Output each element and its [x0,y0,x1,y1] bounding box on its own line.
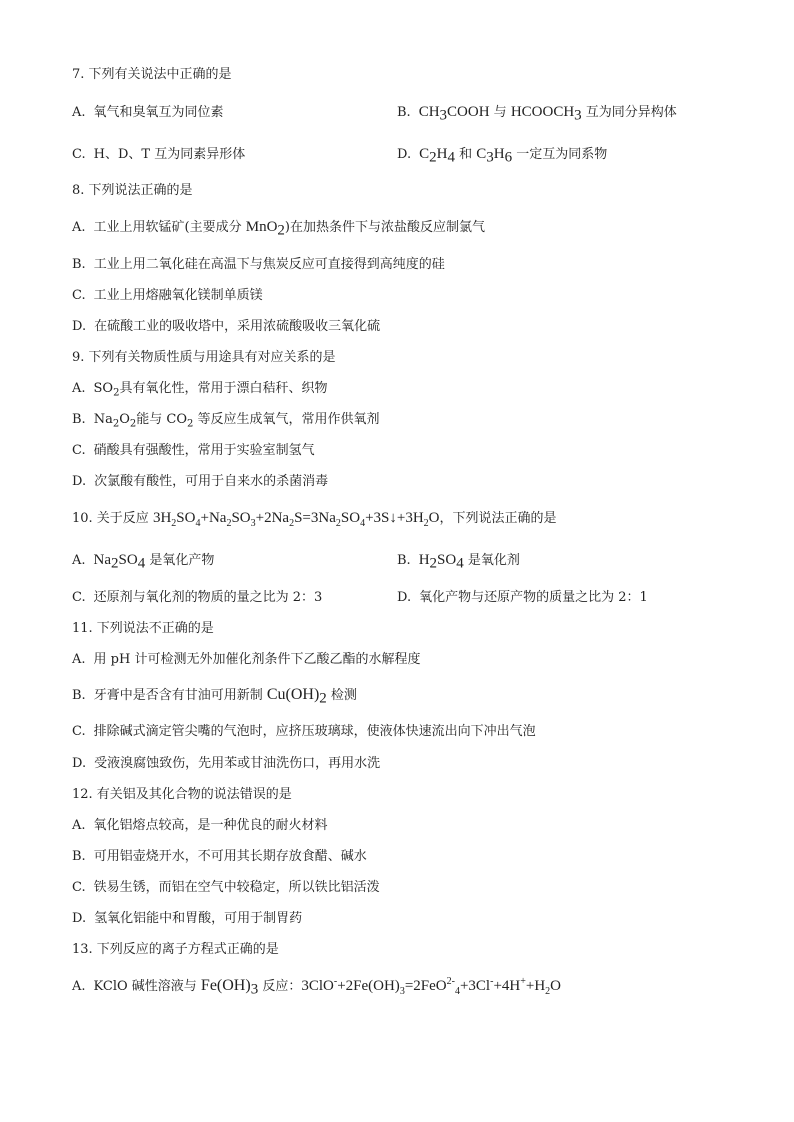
q11-option-a: A. 用 pH 计可检测无外加催化剂条件下乙酸乙酯的水解程度 [72,652,421,667]
q10-stem: 10. 关于反应 $3H_2SO_4+Na_2SO_3+2Na_2S=3Na_2SO_4+3S↓+3H_2O$，下列说法正确的是 [72,510,557,529]
q13-option-a: A. KClO 碱性溶液与 $Fe(OH)_3$ 反应：$3ClO^-+2Fe(OH)_3=2FeO^{2-}_4+3Cl^-+4H^++H_2O$ [72,976,562,998]
q8-option-d: D. 在硫酸工业的吸收塔中，采用浓硫酸吸收三氧化硫 [72,319,381,334]
q12-option-d: D. 氢氧化铝能中和胃酸，可用于制胃药 [72,911,303,926]
q10-equation: $3H_2SO_4+Na_2SO_3+2Na_2S=3Na_2SO_4+3S↓+3H_2O$ [152,510,440,529]
q7-option-a: A. 氧气和臭氧互为同位素 [72,105,224,120]
q13-equation: $3ClO^-+2Fe(OH)_3=2FeO^{2-}_4+3Cl^-+4H^++H_2O$ [301,976,562,997]
q7-stem: 7. 下列有关说法中正确的是 [72,67,232,82]
q11-option-d: D. 受液溴腐蚀致伤，先用苯或甘油洗伤口，再用水洗 [72,756,381,771]
q7-option-c: C. H、D、T 互为同素异形体 [72,147,246,162]
q10-option-a: A. $Na_2SO_4$ 是氧化产物 [72,552,215,572]
q7-option-d: D. $C_2H_4$ 和 $C_3H_6$ 一定互为同系物 [397,146,608,166]
q12-option-b: B. 可用铝壶烧开水，不可用其长期存放食醋、碱水 [72,849,367,864]
q12-option-c: C. 铁易生锈，而铝在空气中较稳定，所以铁比铝活泼 [72,880,380,895]
q9-option-d: D. 次氯酸有酸性，可用于自来水的杀菌消毒 [72,474,329,489]
q8-stem: 8. 下列说法正确的是 [72,183,193,198]
q8-option-c: C. 工业上用熔融氧化镁制单质镁 [72,288,263,303]
q10-option-d: D. 氧化产物与还原产物的质量之比为 2：1 [397,590,648,605]
q11-stem: 11. 下列说法不正确的是 [72,621,214,636]
q10-option-c: C. 还原剂与氧化剂的物质的量之比为 2：3 [72,590,323,605]
q9-option-b: B. $Na_2O_2$能与 $CO_2$ 等反应生成氧气，常用作供氧剂 [72,412,380,430]
q8-option-b: B. 工业上用二氧化硅在高温下与焦炭反应可直接得到高纯度的硅 [72,257,445,272]
q9-option-c: C. 硝酸具有强酸性，常用于实验室制氢气 [72,443,315,458]
q9-option-a: A. $SO_2$具有氧化性，常用于漂白秸秆、织物 [72,381,328,399]
q12-option-a: A. 氧化铝熔点较高，是一种优良的耐火材料 [72,818,328,833]
q10-option-b: B. $H_2SO_4$ 是氧化剂 [397,552,520,572]
q8-option-a: A. 工业上用软锰矿(主要成分 MnO$_2$)在加热条件下与浓盐酸反应制氯气 [72,219,485,239]
q9-stem: 9. 下列有关物质性质与用途具有对应关系的是 [72,350,336,365]
q13-stem: 13. 下列反应的离子方程式正确的是 [72,942,279,957]
q12-stem: 12. 有关铝及其化合物的说法错误的是 [72,787,292,802]
q11-option-b: B. 牙膏中是否含有甘油可用新制 $Cu(OH)_2$ 检测 [72,686,357,707]
q7-option-b: B. $CH_3COOH$ 与 $HCOOCH_3$ 互为同分异构体 [397,104,677,124]
q11-option-c: C. 排除碱式滴定管尖嘴的气泡时，应挤压玻璃球，使液体快速流出向下冲出气泡 [72,724,536,739]
